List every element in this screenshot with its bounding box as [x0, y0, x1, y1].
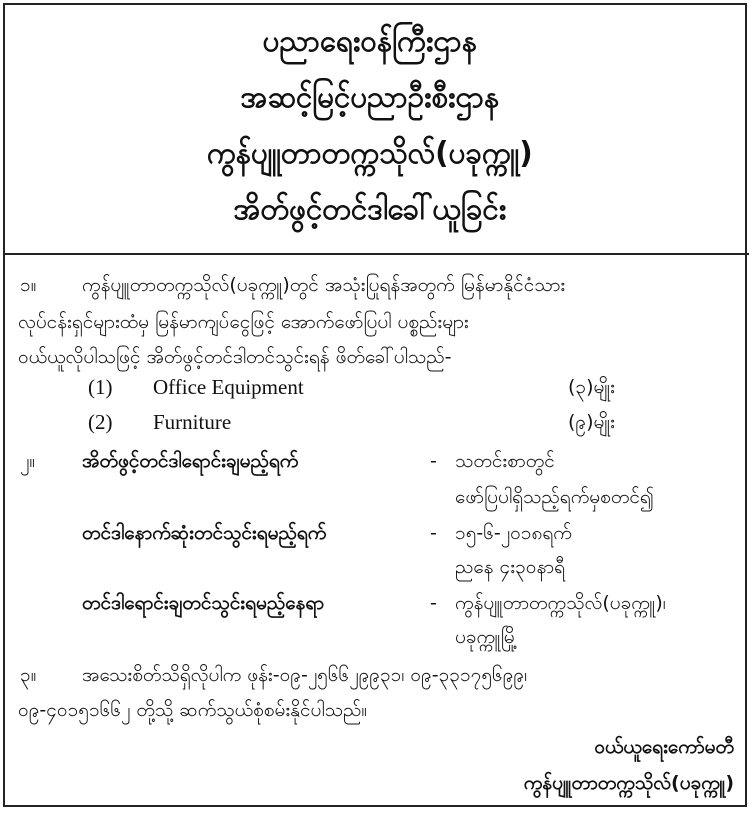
university-title: ကွန်ပျူတာတက္ကသိုလ်(ပခုက္ကူ) — [206, 136, 533, 171]
paragraph-1-line: ကွန်ပျူတာတက္ကသိုလ်(ပခုက္ကူ)တွင် အသုံးပြုရန်အတွက် မြန်မာနိုင်ငံသား — [82, 274, 566, 296]
contact-line: ၀၉-၄၀၁၅၁၆၆၂ တို့သို့ ဆက်သွယ်စုံစမ်းနိုင်ပါသည်။ — [18, 699, 368, 721]
notice-title: အိတ်ဖွင့်တင်ဒါခေါ်ယူခြင်း — [233, 192, 507, 227]
tender-location-value: ကွန်ပျူတာတက္ကသိုလ်(ပခုက္ကူ)၊ — [455, 592, 666, 614]
department-title: အဆင့်မြင့်ပညာဦးစီးဌာန — [240, 80, 500, 115]
tender-sale-date-label: အိတ်ဖွင့်တင်ဒါရောင်းချမည့်ရက် — [82, 450, 299, 472]
paragraph-1-line: လုပ်ငန်းရှင်များထံမှ မြန်မာကျပ်ငွေဖြင့် အောက်ဖော်ပြပါ ပစ္စည်းများ — [18, 311, 469, 333]
ministry-title: ပညာရေးဝန်ကြီးဌာန — [262, 24, 477, 59]
tender-location-label: တင်ဒါရောင်းချတင်သွင်းရမည့်နေရာ — [82, 592, 325, 614]
item-number: (2) — [88, 410, 113, 434]
tender-deadline-value: ၁၅-၆-၂၀၁၈ရက် — [455, 522, 572, 544]
contact-line: အသေးစိတ်သိရှိလိုပါက ဖုန်း-၀၉-၂၅၆၆၂၉၉၃၁၊ ၀၉-၃၃၁၇၅၆၉၉၊ — [82, 664, 528, 686]
tender-sale-date-value: သတင်းစာတွင် — [455, 450, 555, 472]
row-dash: - — [430, 522, 437, 544]
paragraph-1-number: ၁။ — [20, 274, 37, 296]
paragraph-3-number: ၃။ — [20, 664, 37, 686]
item-quantity: (၉)မျိုး — [568, 411, 615, 433]
tender-location-value: ပခုက္ကူမြို့ — [455, 626, 518, 648]
paragraph-1-line: ဝယ်ယူလိုပါသဖြင့် အိတ်ဖွင့်တင်ဒါတင်သွင်းရန် ဖိတ်ခေါ်ပါသည်- — [18, 346, 452, 368]
item-number: (1) — [88, 375, 113, 399]
committee-university: ကွန်ပျူတာတက္ကသိုလ်(ပခုက္ကူ) — [523, 772, 734, 794]
row-dash: - — [430, 450, 437, 472]
tender-deadline-value: ညနေ ၄း၃၀နာရီ — [455, 556, 566, 578]
header-divider — [3, 253, 749, 255]
item-quantity: (၃)မျိုး — [568, 376, 615, 398]
paragraph-2-number: ၂။ — [20, 450, 36, 472]
tender-deadline-label: တင်ဒါနောက်ဆုံးတင်သွင်းရမည့်ရက် — [82, 522, 327, 544]
row-dash: - — [430, 592, 437, 614]
item-name: Office Equipment — [153, 375, 304, 399]
item-name: Furniture — [153, 410, 232, 434]
committee-name: ဝယ်ယူရေးကော်မတီ — [594, 736, 734, 758]
tender-sale-date-value: ဖော်ပြပါရှိသည့်ရက်မှစတင်၍ — [455, 486, 655, 508]
